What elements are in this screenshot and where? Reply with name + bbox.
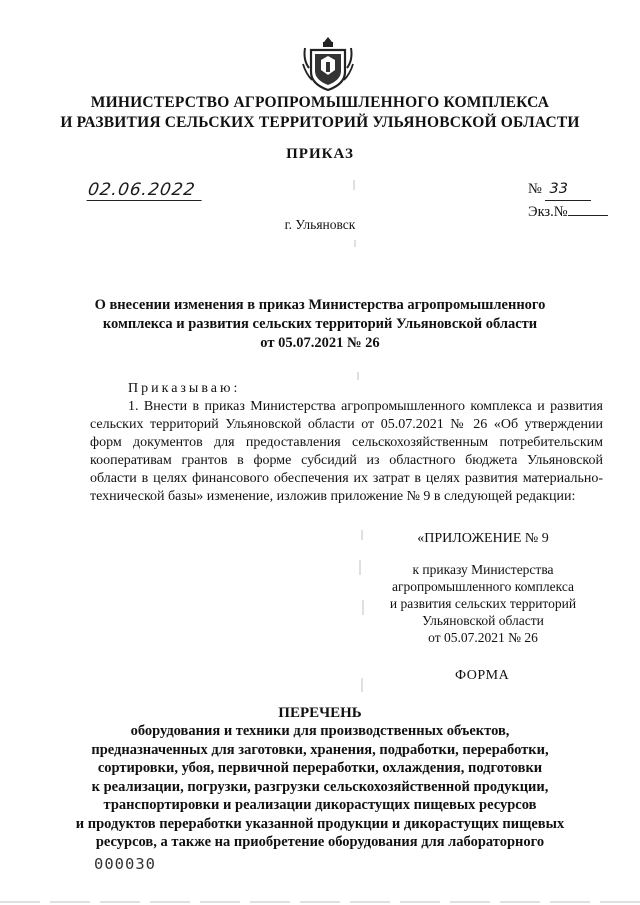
appendix-line-5: от 05.07.2021 № 26 [428,630,538,645]
list-title: ПЕРЕЧЕНЬ [278,705,362,721]
form-label: ФОРМА [455,668,510,683]
list-line-4: к реализации, погрузки, разгрузки сельскохозяйственной продукции, [91,778,549,795]
order-number: 33 [545,178,591,201]
list-line-5: транспортировки и реализации дикорастущих пищевых ресурсов [103,797,537,813]
appendix-line-2: агропромышленного комплекса [392,579,574,594]
subject-line-2: комплекса и развития сельских территорий Ульяновской области [102,316,538,332]
order-word: Приказываю: [128,381,241,396]
document-type: ПРИКАЗ [286,146,354,162]
coat-of-arms-emblem [301,34,355,92]
list-line-3: сортировки, убоя, первичной переработки, охлаждения, подготовки [97,760,543,776]
appendix-line-4: Ульяновской области [422,613,544,628]
paragraph-1: 1. Внести в приказ Министерства агропромышленного комплекса и развития сельских территорий Ульяновской области от 05.07.2021 № 26 «Об утверждении форм документов для предоставления сельскохозяйственным потребительским кооперативам грантов в форме субсидий из областного бюджета Ульяновской области в целях финансового обеспечения их затрат в целях развития материально-технической базы» изменение, изложив приложение № 9 в следующей редакции: [90,399,603,504]
stamp-number: 000030 [94,855,156,873]
list-line-7: ресурсов, а также на приобретение оборудования для лабораторного [95,834,545,850]
city: г. Ульяновск [284,217,356,232]
appendix-title: «ПРИЛОЖЕНИЕ № 9 [417,531,549,546]
subject-line-1: О внесении изменения в приказ Министерства агропромышленного [94,297,546,313]
list-line-2: предназначенных для заготовки, хранения, подработки, переработки, [91,741,549,758]
number-label: № [528,181,542,197]
appendix-block [375,530,591,646]
copy-label: Экз.№ [528,204,568,220]
order-date: 02.06.2022 [87,180,205,201]
list-line-6: и продуктов переработки указанной продукции и дикорастущих пищевых [75,815,565,832]
ministry-header [0,93,640,133]
list-description [0,722,640,852]
order-body [90,380,603,506]
order-subject [0,296,640,353]
ministry-line-2: И РАЗВИТИЯ СЕЛЬСКИХ ТЕРРИТОРИЙ УЛЬЯНОВСКОЙ ОБЛАСТИ [60,114,580,131]
list-line-1: оборудования и техники для производственных объектов, [130,723,510,739]
ministry-line-1: МИНИСТЕРСТВО АГРОПРОМЫШЛЕННОГО КОМПЛЕКСА [90,94,550,111]
subject-line-3: от 05.07.2021 № 26 [260,335,380,351]
appendix-line-1: к приказу Министерства [412,562,554,577]
appendix-line-3: и развития сельских территорий [389,596,577,611]
copy-number-line [568,215,608,216]
